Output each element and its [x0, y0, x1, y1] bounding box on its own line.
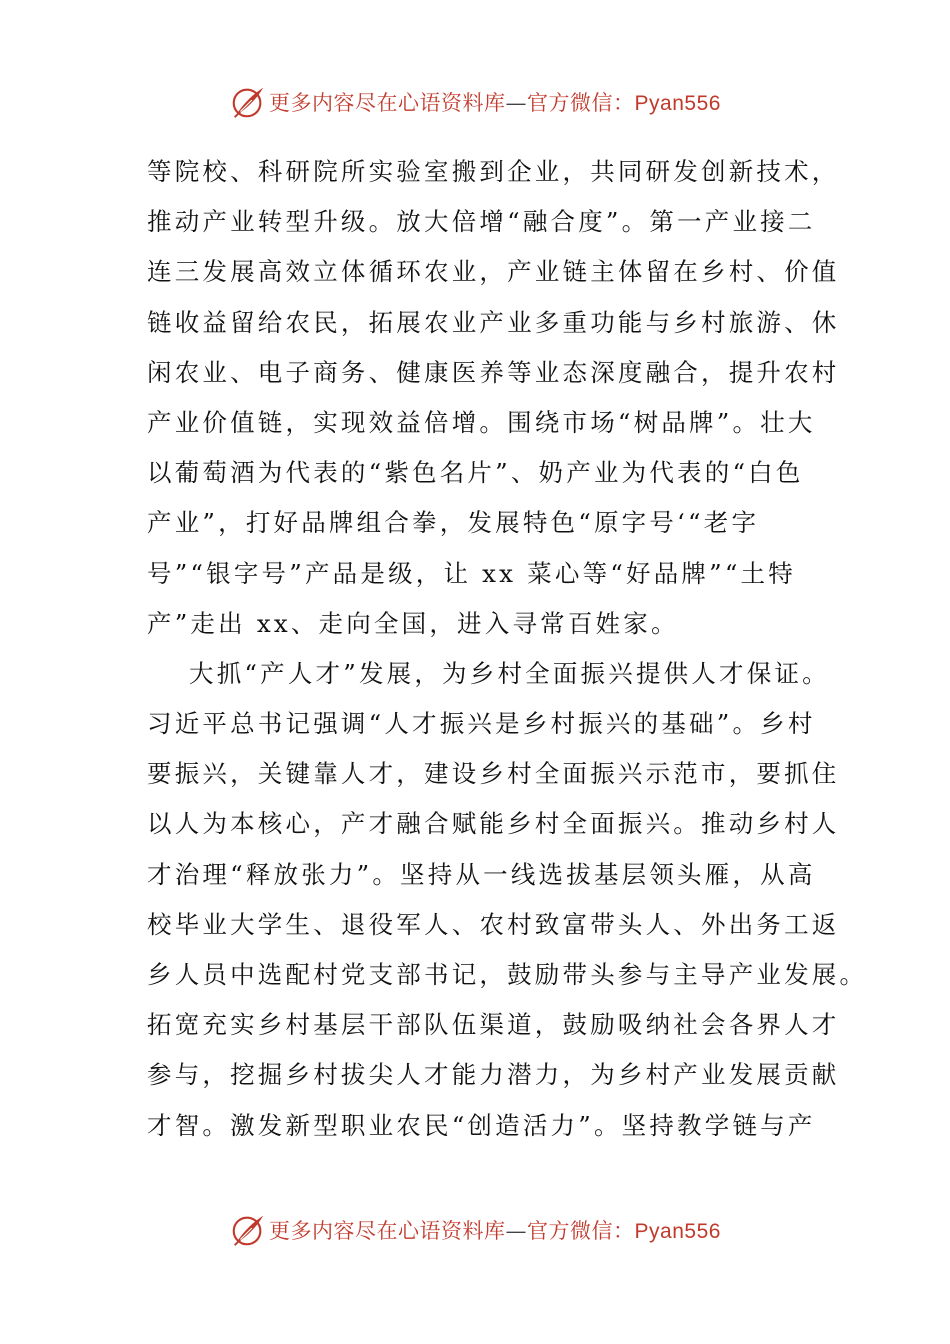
- banner-main: 更多内容尽在心语资料库: [269, 1219, 506, 1243]
- quill-logo-icon: [229, 1211, 267, 1249]
- body-line: 产业”，打好品牌组合拳，发展特色“原字号‘“老字: [147, 508, 760, 538]
- body-line: 以人为本核心，产才融合赋能乡村全面振兴。推动乡村人: [147, 809, 840, 839]
- footer-banner: [0, 1208, 950, 1252]
- body-line: 闲农业、电子商务、健康医养等业态深度融合，提升农村: [147, 357, 840, 387]
- banner-dash: —: [505, 1219, 528, 1243]
- body-line: 产业价值链，实现效益倍增。围绕市场“树品牌”。壮大: [147, 407, 816, 437]
- header-banner: [0, 80, 950, 124]
- banner-suffix: 官方微信：: [527, 91, 635, 115]
- body-line: 链收益留给农民，拓展农业产业多重功能与乡村旅游、休: [147, 307, 840, 337]
- banner-main: 更多内容尽在心语资料库: [269, 91, 506, 115]
- body-line: 等院校、科研院所实验室搬到企业，共同研发创新技术，: [147, 157, 840, 186]
- quill-logo-icon: [229, 83, 267, 121]
- body-line: 习近平总书记强调“人才振兴是乡村振兴的基础”。乡村: [147, 709, 816, 739]
- banner-handle: Pyan556: [634, 1220, 721, 1243]
- banner-text: [269, 87, 721, 117]
- banner-text: [269, 1215, 721, 1245]
- banner-dash: —: [505, 91, 528, 115]
- banner-suffix: 官方微信：: [527, 1219, 635, 1243]
- document-body: [147, 147, 868, 1151]
- body-line: 乡人员中选配村党支部书记，鼓励带头参与主导产业发展。: [147, 960, 868, 989]
- body-line: 号”“银字号”产品是级，让 xx 菜心等“好品牌”“土特: [147, 558, 796, 588]
- body-line: 以葡萄酒为代表的“紫色名片”、奶产业为代表的“白色: [147, 458, 804, 488]
- body-line: 推动产业转型升级。放大倍增“融合度”。第一产业接二: [147, 207, 816, 237]
- body-line: 产”走出 xx、走向全国，进入寻常百姓家。: [147, 608, 679, 638]
- paragraph-start-line: 大抓“产人才”发展，为乡村全面振兴提供人才保证。: [189, 658, 830, 688]
- body-line: 才治理“释放张力”。坚持从一线选拔基层领头雁，从高: [147, 859, 816, 889]
- body-line: 才智。激发新型职业农民“创造活力”。坚持教学链与产: [147, 1110, 816, 1140]
- body-line: 参与，挖掘乡村拔尖人才能力潜力，为乡村产业发展贡献: [147, 1060, 840, 1090]
- body-line: 要振兴，关键靠人才，建设乡村全面振兴示范市，要抓住: [147, 759, 840, 789]
- body-line: 拓宽充实乡村基层干部队伍渠道，鼓励吸纳社会各界人才: [147, 1010, 840, 1040]
- body-line: 校毕业大学生、退役军人、农村致富带头人、外出务工返: [147, 909, 840, 939]
- banner-handle: Pyan556: [634, 92, 721, 115]
- body-line: 连三发展高效立体循环农业，产业链主体留在乡村、价值: [147, 257, 840, 287]
